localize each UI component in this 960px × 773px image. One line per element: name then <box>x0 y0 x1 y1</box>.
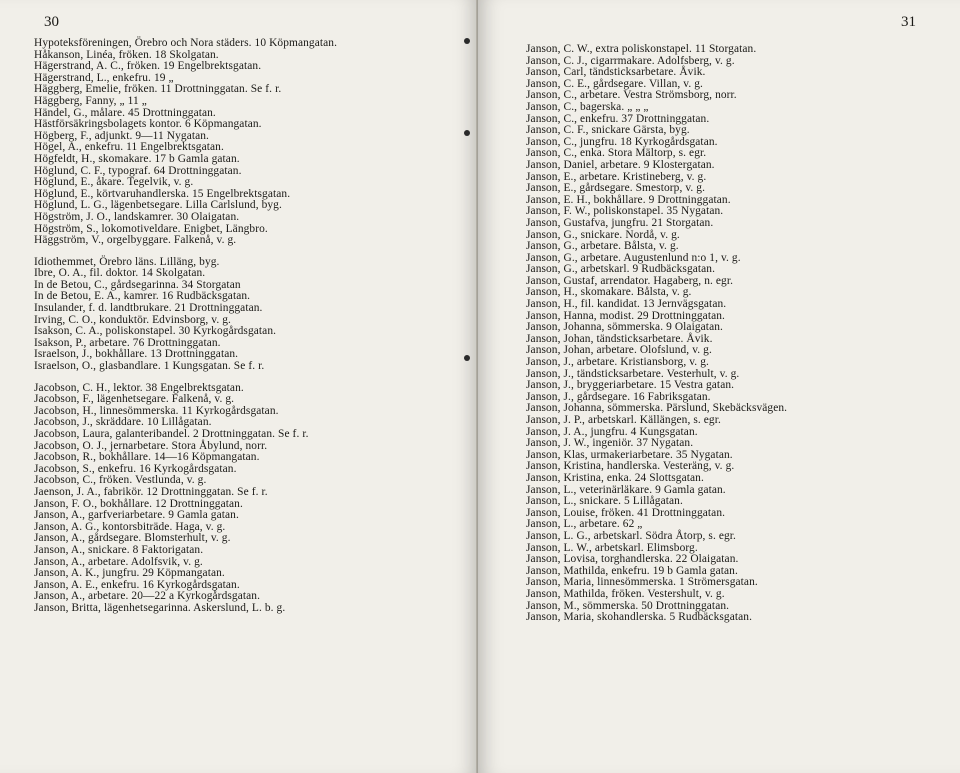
directory-entry: Israelson, J., bokhållare. 13 Drottninggatan. <box>34 348 239 361</box>
directory-entry: Janson, C., jungfru. 18 Kyrkogårdsgatan. <box>526 135 718 148</box>
directory-entry: Jacobson, J., skräddare. 10 Lillågatan. <box>34 416 212 429</box>
directory-entry: Janson, Maria, linnesömmerska. 1 Strömersgatan. <box>526 576 758 589</box>
directory-entry: Högberg, F., adjunkt. 9—11 Nygatan. <box>34 129 210 142</box>
directory-entry: Insulander, f. d. landtbrukare. 21 Drottninggatan. <box>34 302 263 315</box>
directory-entry: Höglund, E., åkare. Tegelvik, v. g. <box>34 176 194 189</box>
directory-entry: Janson, Daniel, arbetare. 9 Klostergatan. <box>526 158 715 171</box>
directory-entry: Högström, J. O., landskamrer. 30 Olaigatan. <box>34 210 240 223</box>
directory-entry: Janson, G., arbetskarl. 9 Rudbäcksgatan. <box>526 263 716 276</box>
directory-entry: Hästförsäkringsbolagets kontor. 6 Köpmangatan. <box>34 118 262 131</box>
directory-entry: Janson, G., arbetare. Augustenlund n:o 1, v. g. <box>526 251 741 264</box>
directory-entry: Janson, C., enkefru. 37 Drottninggatan. <box>526 112 710 125</box>
directory-entry: Janson, Hanna, modist. 29 Drottninggatan. <box>526 309 725 322</box>
directory-entry: Janson, E. H., bokhållare. 9 Drottninggatan. <box>526 193 731 206</box>
page-number-left: 30 <box>44 14 59 30</box>
directory-entry: Janson, Louise, fröken. 41 Drottninggatan. <box>526 506 726 519</box>
directory-entry: Högfeldt, H., skomakare. 17 b Gamla gatan. <box>34 152 240 165</box>
directory-entry: Janson, F. W., poliskonstapel. 35 Nygatan. <box>526 205 724 218</box>
directory-entry: Janson, L. G., arbetskarl. Södra Åtorp, s. egr. <box>526 529 737 542</box>
directory-entry: Janson, F. O., bokhållare. 12 Drottninggatan. <box>34 497 243 510</box>
directory-entry: Häggström, V., orgelbyggare. Falkenå, v. g. <box>34 234 237 247</box>
directory-entry: Janson, A., arbetare. 20—22 a Kyrkogårdsgatan. <box>34 590 261 603</box>
directory-entry: Janson, H., skomakare. Bålsta, v. g. <box>526 286 692 299</box>
directory-entry: Janson, C., enka. Stora Mältorp, s. egr. <box>526 147 707 160</box>
directory-entry: Janson, A., gårdsegare. Blomsterhult, v. g. <box>34 532 231 545</box>
directory-entry: In de Betou, C., gårdsegarinna. 34 Storgatan <box>34 278 241 291</box>
directory-entry: Janson, J., bryggeriarbetare. 15 Vestra gatan. <box>526 379 735 392</box>
directory-entry: Janson, L., veterinärläkare. 9 Gamla gatan. <box>526 483 726 496</box>
directory-entry: In de Betou, E. A., kamrer. 16 Rudbäcksgatan. <box>34 290 251 303</box>
right-page <box>478 0 960 773</box>
directory-entry: Janson, J. P., arbetskarl. Källängen, s. egr. <box>526 414 721 426</box>
directory-entry: Janson, C., bagerska. „ „ „ <box>526 100 649 113</box>
directory-entry: Janson, Johanna, sömmerska. Pärslund, Skebäcksvägen. <box>526 402 788 415</box>
directory-entry: Janson, Johanna, sömmerska. 9 Olaigatan. <box>526 321 723 334</box>
directory-entry: Janson, E., gårdsegare. Smestorp, v. g. <box>526 182 706 195</box>
page-number-right: 31 <box>901 14 916 30</box>
directory-entry: Janson, H., fil. kandidat. 13 Jernvägsgatan. <box>526 298 727 311</box>
directory-entry: Jacobson, C. H., lektor. 38 Engelbrektsgatan. <box>34 381 244 394</box>
directory-entry: Janson, C. W., extra poliskonstapel. 11 Storgatan. <box>526 43 757 55</box>
directory-entry: Janson, J., tändsticksarbetare. Vesterhult, v. g. <box>526 367 740 380</box>
directory-entry: Janson, Britta, lägenhetsegarinna. Askerslund, L. b. g. <box>34 601 286 614</box>
directory-entry: Janson, J., arbetare. Kristiansborg, v. g. <box>526 356 709 369</box>
ink-mark <box>464 355 470 361</box>
directory-entry: Häggberg, Fanny, „ 11 „ <box>34 94 147 107</box>
directory-entry: Janson, M., sömmerska. 50 Drottninggatan. <box>526 599 730 612</box>
directory-entry: Jacobson, S., enkefru. 16 Kyrkogårdsgatan. <box>34 462 237 475</box>
directory-entry: Janson, J. W., ingeniör. 37 Nygatan. <box>526 437 694 450</box>
directory-entry: Häggberg, Emelie, fröken. 11 Drottninggatan. Se f. r. <box>34 83 282 96</box>
directory-entry: Janson, Mathilda, fröken. Vestershult, v. g. <box>526 587 725 600</box>
left-page <box>0 0 478 773</box>
directory-entry: Jacobson, O. J., jernarbetare. Stora Åbylund, norr. <box>34 439 268 452</box>
directory-entry: Janson, J., gårdsegare. 16 Fabriksgatan. <box>526 390 711 403</box>
directory-entry: Janson, E., arbetare. Kristineberg, v. g. <box>526 170 707 183</box>
directory-entry: Janson, A. G., kontorsbiträde. Haga, v. g. <box>34 520 226 533</box>
directory-entry: Janson, Johan, arbetare. Olofslund, v. g. <box>526 344 712 357</box>
directory-entry: Janson, Johan, tändsticksarbetare. Åvik. <box>526 332 713 345</box>
directory-entry: Janson, L., snickare. 5 Lillågatan. <box>526 495 683 508</box>
directory-entry: Janson, C. F., snickare Gärsta, byg. <box>526 124 690 137</box>
directory-entry: Isakson, P., arbetare. 76 Drottninggatan. <box>34 336 221 349</box>
directory-entry: Janson, L. W., arbetskarl. Elimsborg. <box>526 541 698 554</box>
directory-entry: Janson, C., arbetare. Vestra Strömsborg, norr. <box>526 89 737 102</box>
directory-entry: Janson, A. K., jungfru. 29 Köpmangatan. <box>34 567 225 580</box>
directory-entry: Janson, A., garfveriarbetare. 9 Gamla gatan. <box>34 509 239 522</box>
directory-entry: Idiothemmet, Örebro läns. Lilläng, byg. <box>34 255 220 268</box>
directory-entry: Jacobson, R., bokhållare. 14—16 Köpmangatan. <box>34 451 260 464</box>
directory-entry: Janson, J. A., jungfru. 4 Kungsgatan. <box>526 425 698 438</box>
directory-entry: Janson, G., arbetare. Bålsta, v. g. <box>526 240 679 253</box>
directory-entry: Jacobson, Laura, galanteribandel. 2 Drottninggatan. Se f. r. <box>34 428 309 440</box>
directory-list-left <box>34 38 468 615</box>
directory-entry: Hägerstrand, A. C., fröken. 19 Engelbrektsgatan. <box>34 60 262 73</box>
directory-entry: Isakson, C. A., poliskonstapel. 30 Kyrkogårdsgatan. <box>34 325 277 338</box>
directory-entry: Janson, Kristina, handlerska. Vesteräng, v. g. <box>526 460 735 473</box>
directory-list-right <box>526 44 950 624</box>
directory-entry: Janson, G., snickare. Nordå, v. g. <box>526 228 680 241</box>
directory-entry: Janson, Carl, tändsticksarbetare. Åvik. <box>526 66 706 79</box>
directory-entry: Janson, Gustaf, arrendator. Hagaberg, n. egr. <box>526 274 734 287</box>
directory-entry: Höglund, E., körtvaruhandlerska. 15 Engelbrektsgatan. <box>34 187 291 200</box>
directory-entry: Janson, Kristina, enka. 24 Slottsgatan. <box>526 471 704 484</box>
directory-entry: Hypoteksföreningen, Örebro och Nora städers. 10 Köpmangatan. <box>34 37 338 49</box>
ink-mark <box>464 38 470 44</box>
directory-entry: Höglund, L. G., lägenbetsegare. Lilla Carlslund, byg. <box>34 199 282 212</box>
directory-entry: Håkanson, Linéa, fröken. 18 Skolgatan. <box>34 48 219 61</box>
directory-entry: Janson, Mathilda, enkefru. 19 b Gamla gatan. <box>526 564 738 577</box>
directory-entry: Janson, Lovisa, torghandlerska. 22 Olaigatan. <box>526 553 739 566</box>
directory-entry: Högström, S., lokomotiveldare. Enigbet, Längbro. <box>34 222 268 235</box>
directory-entry: Israelson, O., glasbandlare. 1 Kungsgatan. Se f. r. <box>34 360 265 373</box>
directory-entry: Jacobson, C., fröken. Vestlunda, v. g. <box>34 474 207 487</box>
directory-entry: Ibre, O. A., fil. doktor. 14 Skolgatan. <box>34 267 206 280</box>
directory-entry: Janson, A., arbetare. Adolfsvik, v. g. <box>34 555 203 568</box>
directory-entry: Janson, A., snickare. 8 Faktorigatan. <box>34 543 204 556</box>
directory-entry: Janson, C. J., cigarrmakare. Adolfsberg, v. g. <box>526 54 735 67</box>
directory-entry: Händel, G., målare. 45 Drottninggatan. <box>34 106 216 119</box>
directory-entry: Janson, C. E., gårdsegare. Villan, v. g. <box>526 77 703 90</box>
directory-entry: Högel, A., enkefru. 11 Engelbrektsgatan. <box>34 141 224 154</box>
directory-entry: Hägerstrand, L., enkefru. 19 „ <box>34 71 174 84</box>
directory-entry: Janson, Maria, skohandlerska. 5 Rudbäcksgatan. <box>526 611 753 624</box>
directory-entry: Irving, C. O., konduktör. Edvinsborg, v. g. <box>34 313 231 326</box>
directory-entry: Jaenson, J. A., fabrikör. 12 Drottninggatan. Se f. r. <box>34 485 268 498</box>
directory-entry: Janson, L., arbetare. 62 „ <box>526 518 643 531</box>
directory-entry: Janson, A. E., enkefru. 16 Kyrkogårdsgatan. <box>34 578 240 591</box>
directory-entry: Janson, Gustafva, jungfru. 21 Storgatan. <box>526 216 714 229</box>
directory-entry: Janson, Klas, urmakeriarbetare. 35 Nygatan. <box>526 448 733 461</box>
directory-entry: Höglund, C. F., typograf. 64 Drottninggatan. <box>34 164 242 177</box>
ink-mark <box>464 130 470 136</box>
directory-entry: Jacobson, H., linnesömmerska. 11 Kyrkogårdsgatan. <box>34 404 279 417</box>
directory-entry: Jacobson, F., lägenhetsegare. Falkenå, v. g. <box>34 393 235 406</box>
